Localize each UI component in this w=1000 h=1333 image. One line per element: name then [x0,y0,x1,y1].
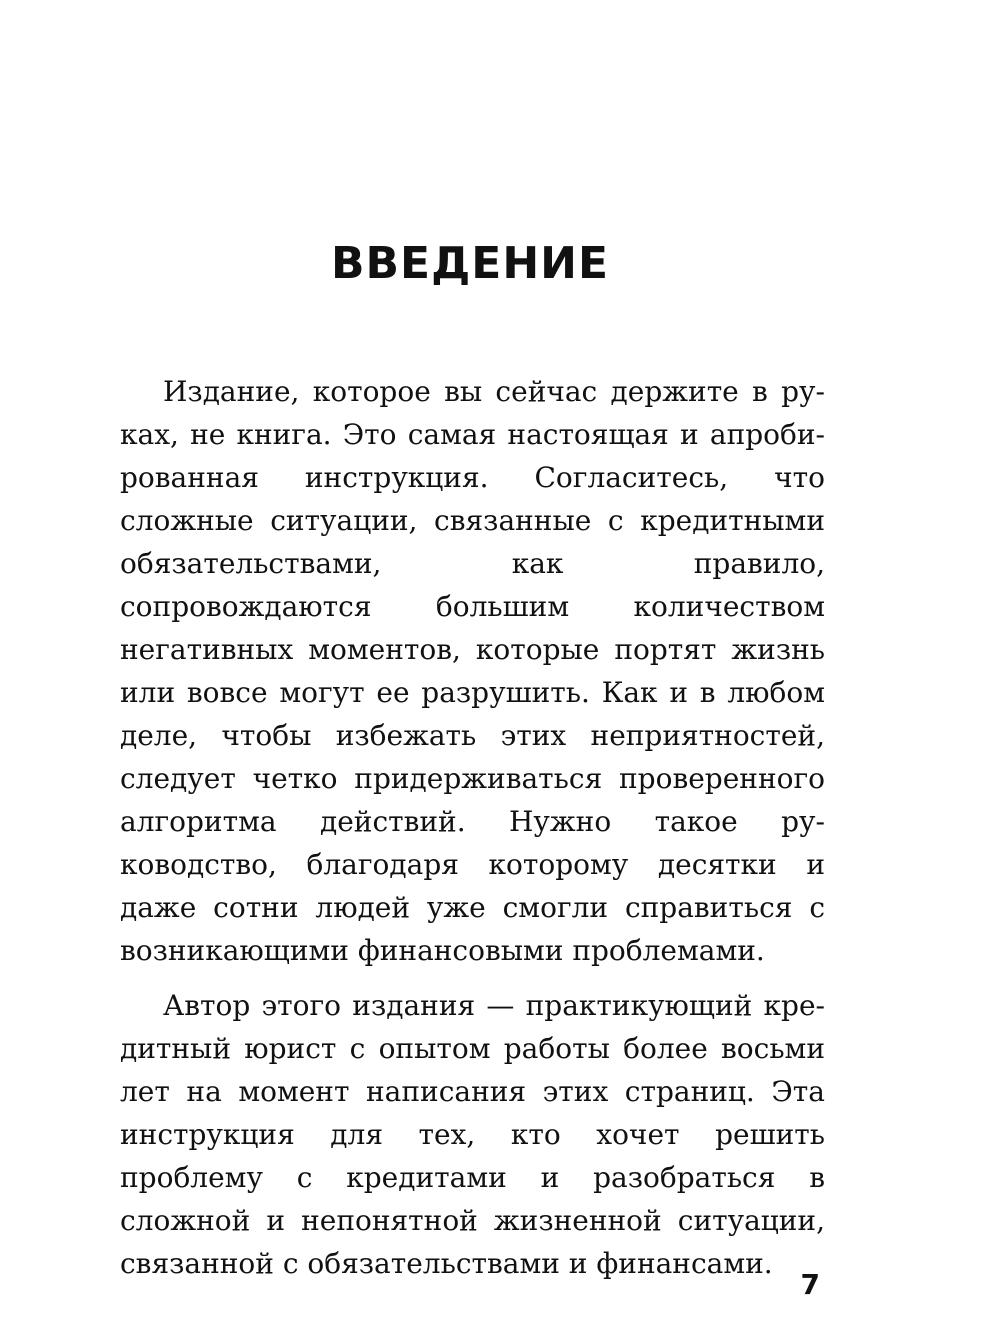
page-number: 7 [800,1268,820,1301]
paragraph: Издание, которое вы сейчас держите в руках, не книга. Это самая настоящая и апробированная инструкция. Согласитесь, что сложные ситуации, связанные с кредитными обязательствами, как правило, сопровождаются большим количеством негативных моментов, которые портят жизнь или вовсе могут ее разрушить. Как и в любом деле, чтобы избежать этих неприятностей, следует четко придерживаться проверенного алгоритма действий. Нужно такое руководство, благодаря которому десятки и даже сотни людей уже смогли справиться с возникающими финансовыми проблемами. [120,375,825,967]
body-text [120,370,825,1297]
paragraph: Автор этого издания — практикующий кредитный юрист с опытом работы более восьми лет на момент написания этих страниц. Эта инструкция для тех, кто хочет решить проблему с кредитами и разобраться в сложной и непонятной жизненной ситуации, связанной с обязательствами и финансами. [120,989,825,1280]
chapter-title: ВВЕДЕНИЕ [330,238,610,289]
